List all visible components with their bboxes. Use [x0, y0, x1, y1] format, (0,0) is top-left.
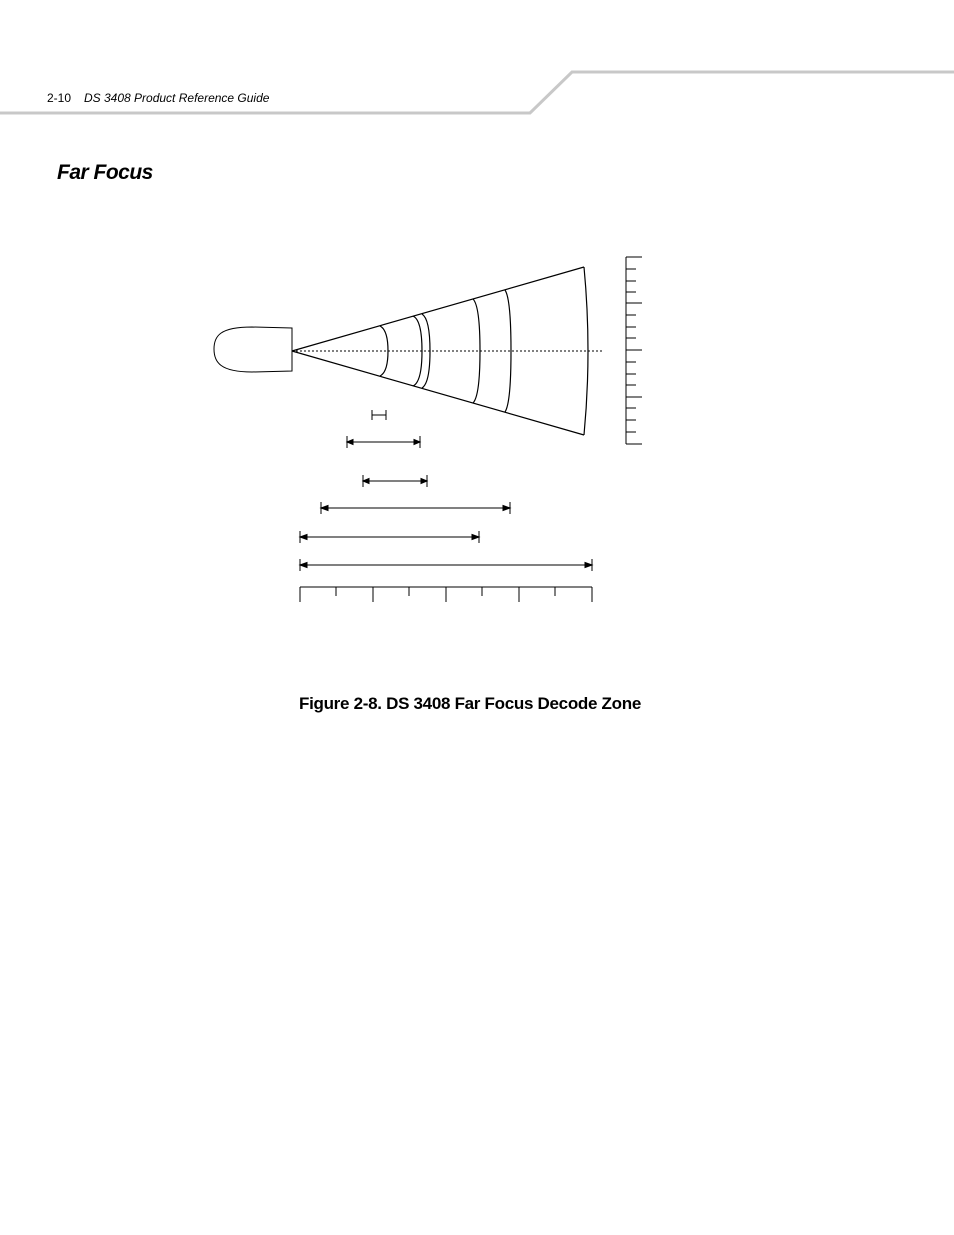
range-bars	[300, 410, 592, 571]
page-number: 2-10	[47, 91, 72, 105]
scanner-head	[214, 327, 292, 372]
horizontal-ruler	[300, 587, 592, 602]
section-title: Far Focus	[57, 161, 153, 184]
figure-caption: Figure 2-8. DS 3408 Far Focus Decode Zone	[299, 694, 641, 713]
guide-title: DS 3408 Product Reference Guide	[84, 91, 270, 105]
decode-zone-diagram	[200, 240, 660, 610]
vertical-ruler	[626, 257, 642, 444]
